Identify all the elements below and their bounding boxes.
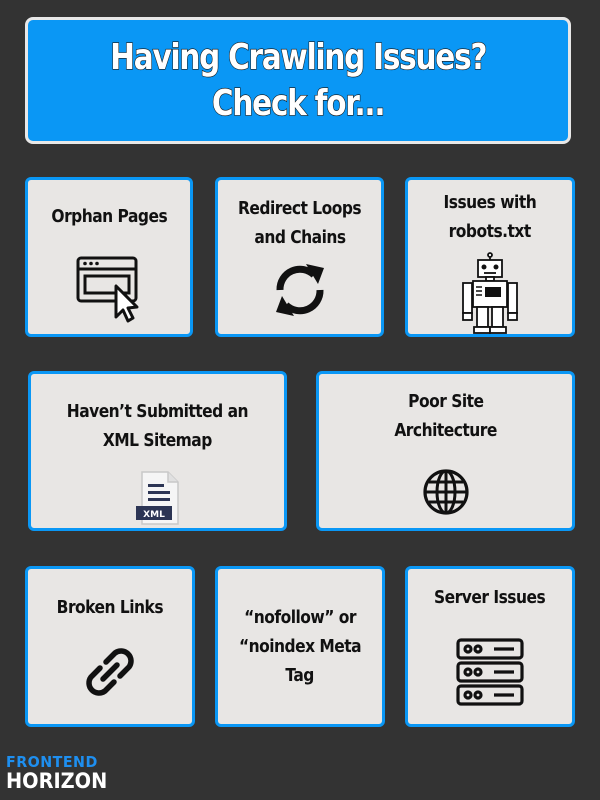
card-site-architecture: [316, 371, 575, 531]
card-server-issues: [405, 566, 575, 727]
card-nofollow-label-1: “nofollow” or: [244, 607, 356, 628]
logo-line-2: HORIZON: [6, 769, 108, 793]
headline-line-1: Having Crawling Issues?: [109, 36, 487, 78]
card-xml-sitemap-label-2: XML Sitemap: [103, 430, 212, 451]
card-nofollow-label-2: “noindex Meta: [238, 636, 362, 657]
card-robots-txt-label-2: robots.txt: [448, 221, 532, 242]
card-robots-txt-label-1: Issues with: [443, 192, 537, 213]
card-redirect-loops: [215, 177, 384, 337]
card-broken-links-label: Broken Links: [56, 597, 164, 618]
server-stack-icon: [454, 637, 526, 707]
card-nofollow-label-3: Tag: [285, 665, 315, 686]
xml-file-icon-text: XML: [142, 510, 165, 520]
card-broken-links: [25, 566, 195, 727]
refresh-arrows-icon: [270, 262, 330, 318]
card-xml-sitemap: [28, 371, 287, 531]
headline-banner: [25, 17, 571, 144]
card-orphan-pages: [25, 177, 193, 337]
card-site-architecture-label-2: Architecture: [394, 420, 497, 441]
frontend-horizon-logo: [6, 755, 116, 792]
globe-icon: [422, 468, 470, 516]
xml-file-icon: [134, 470, 182, 528]
headline-line-2: Check for...: [211, 82, 385, 124]
card-robots-txt: [405, 177, 575, 337]
card-redirect-loops-label-1: Redirect Loops: [237, 198, 362, 219]
card-nofollow-noindex: [215, 566, 385, 727]
robot-icon: [460, 252, 520, 336]
chain-link-icon: [77, 639, 143, 705]
card-redirect-loops-label-2: and Chains: [253, 227, 346, 248]
card-xml-sitemap-label-1: Haven’t Submitted an: [66, 401, 249, 422]
browser-window-cursor-icon: [74, 255, 144, 325]
card-site-architecture-label-1: Poor Site: [407, 391, 484, 412]
card-server-issues-label: Server Issues: [434, 587, 546, 608]
card-orphan-pages-label: Orphan Pages: [51, 206, 167, 227]
logo-line-1: FRONTEND: [6, 753, 98, 771]
